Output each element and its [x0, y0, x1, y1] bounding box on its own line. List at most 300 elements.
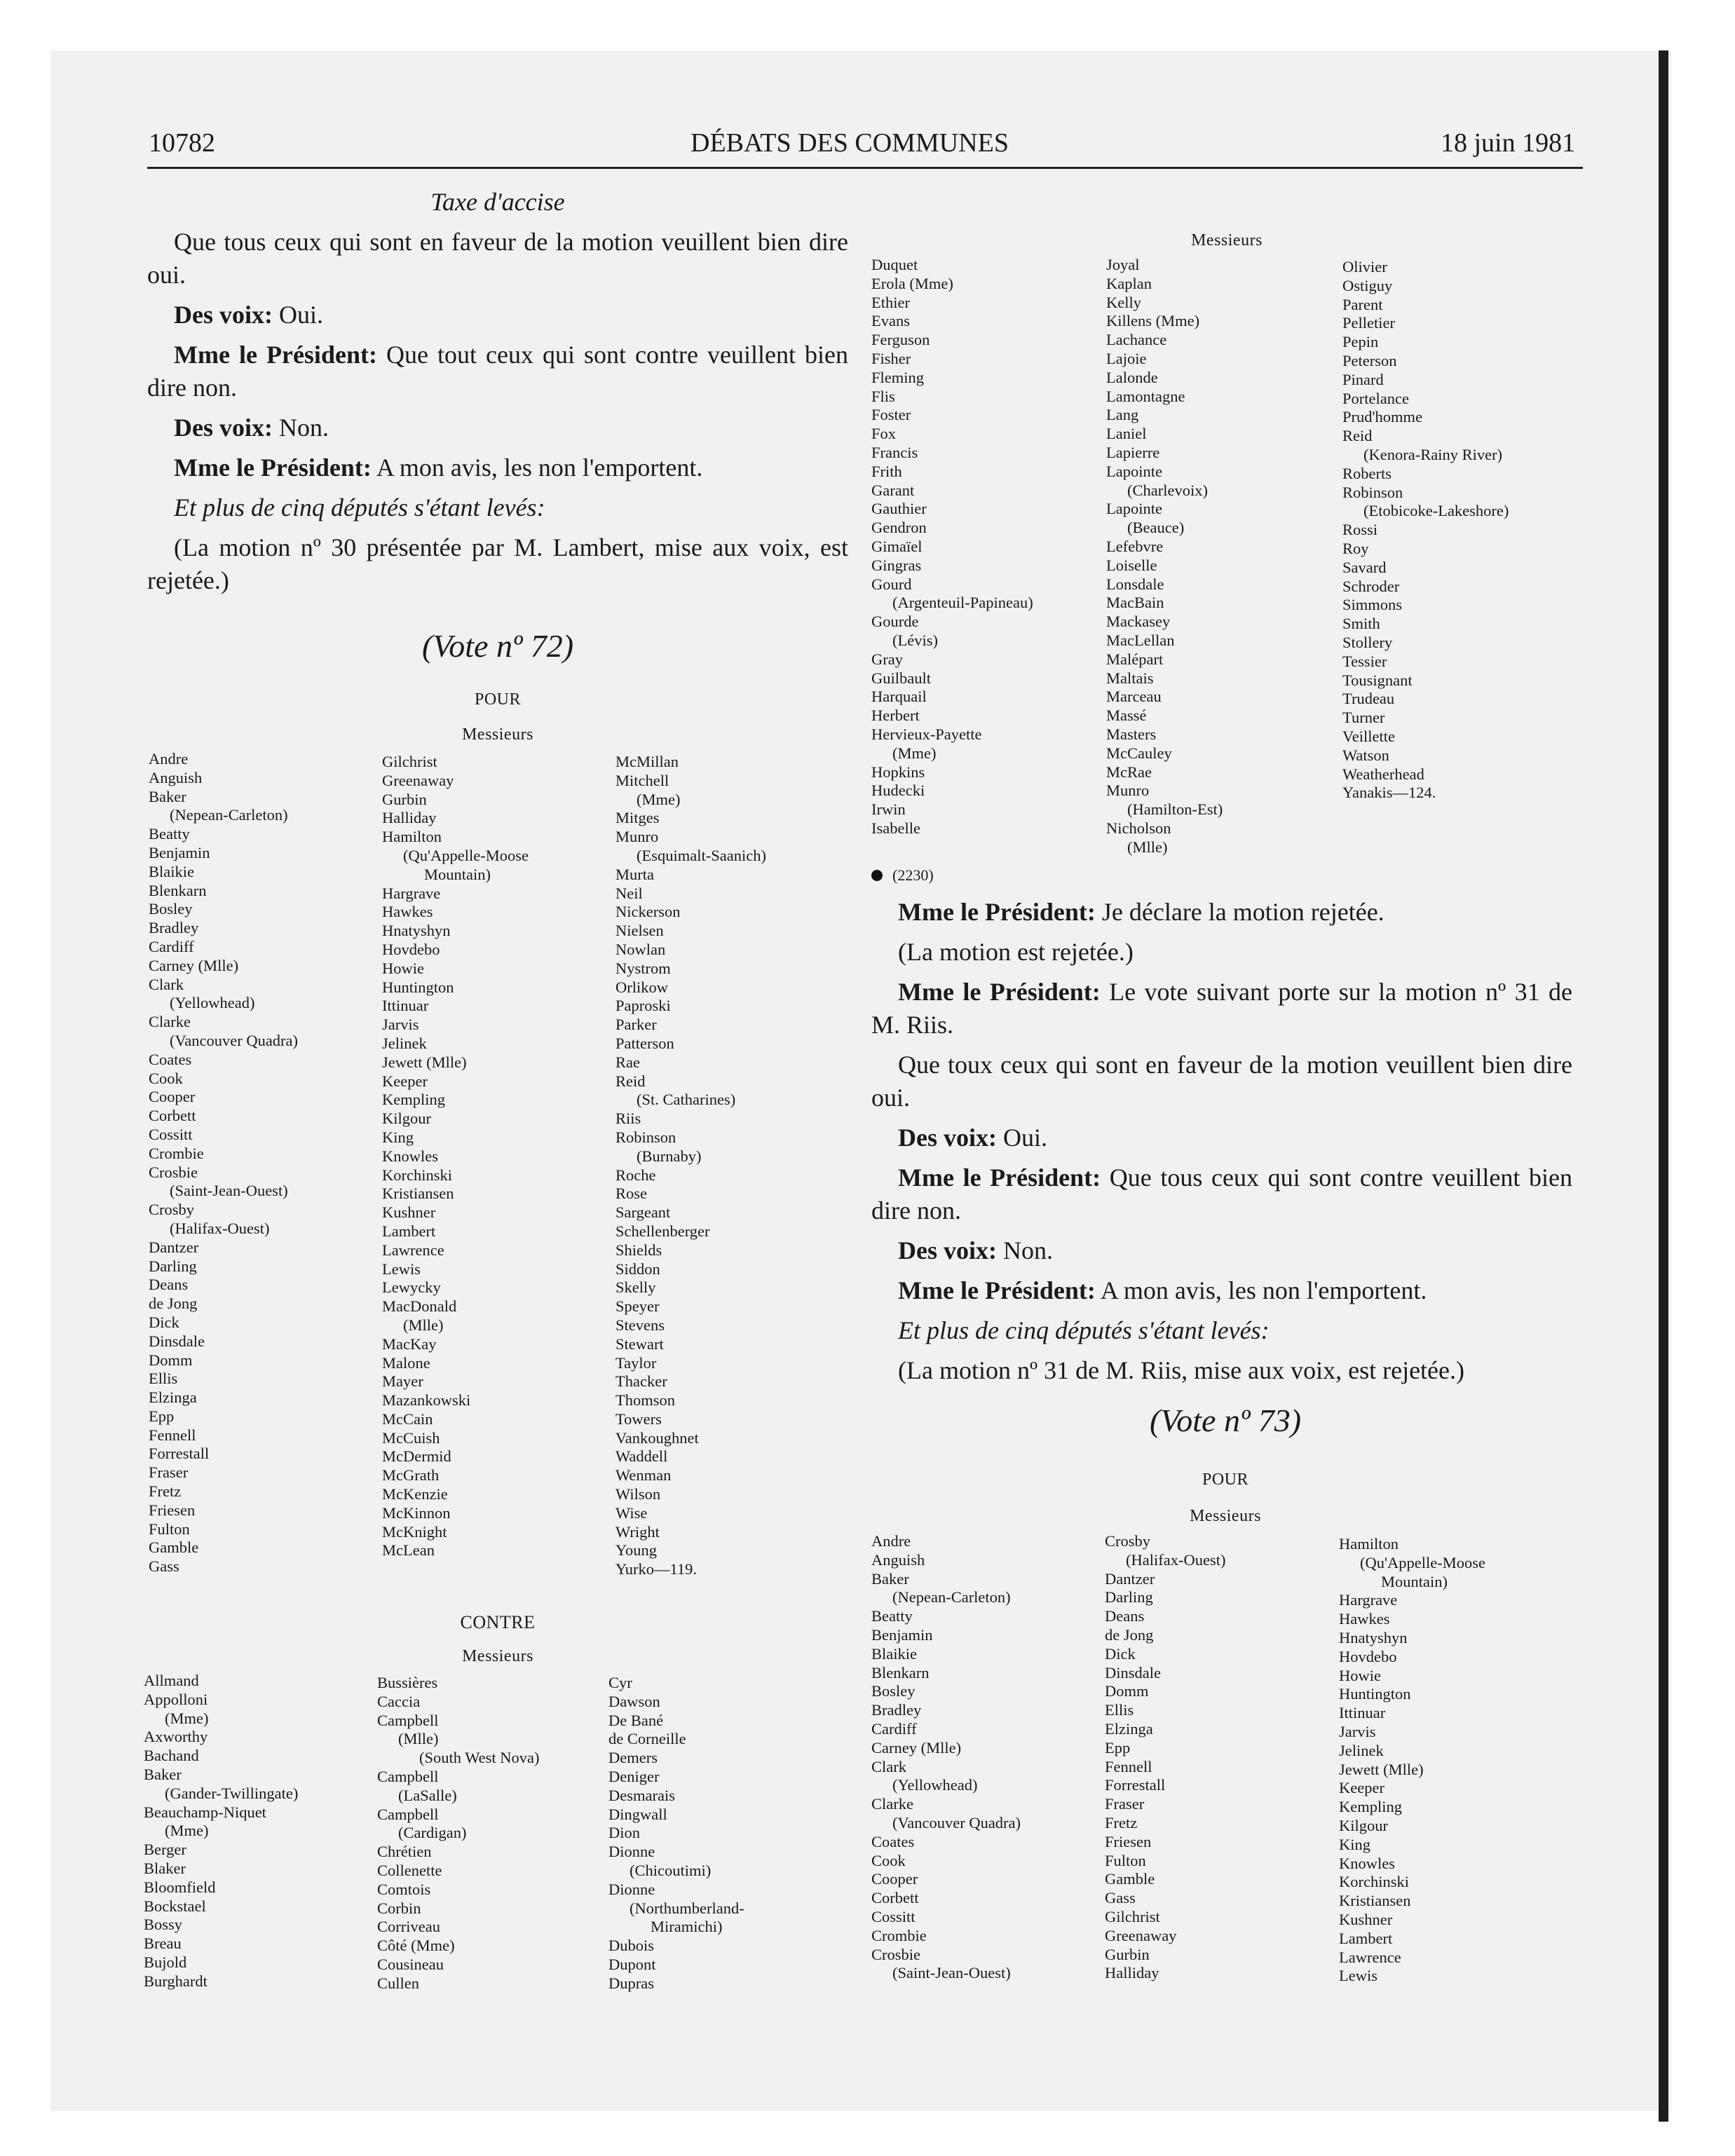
member-name: Peterson: [1342, 351, 1397, 369]
member-name: Duquet: [871, 256, 918, 273]
member-name: Halliday: [382, 809, 437, 827]
member-name: Bockstael: [144, 1897, 206, 1915]
member-name: Andre: [149, 750, 189, 767]
member-name: Veillette: [1342, 727, 1395, 745]
member-name: Cyr: [608, 1674, 632, 1691]
member-name: Rose: [615, 1185, 647, 1203]
member-name: Greenaway: [382, 771, 454, 789]
member-name: Blaker: [144, 1859, 186, 1877]
member-name: Lachance: [1106, 331, 1167, 349]
member-name: Ferguson: [871, 331, 930, 349]
riding-name: (Chicoutimi): [630, 1861, 712, 1879]
member-name: Elzinga: [1105, 1719, 1153, 1738]
speech-text: A mon avis, les non l'emportent.: [371, 453, 703, 482]
member-name: Epp: [149, 1407, 175, 1425]
member-name: Gilchrist: [1105, 1907, 1160, 1925]
vote-72-pour-col-2: [382, 753, 529, 1560]
member-name: Campbell: [377, 1767, 439, 1785]
member-name: Fretz: [149, 1482, 182, 1501]
member-name: Friesen: [1105, 1832, 1152, 1850]
member-name: Roberts: [1342, 464, 1392, 482]
vote-72-pour-col-3: [615, 753, 766, 1579]
member-name: Erola (Mme): [871, 274, 953, 292]
member-name: Dion: [608, 1824, 640, 1842]
member-name: Joyal: [1106, 256, 1140, 273]
member-name: Howie: [1339, 1666, 1381, 1684]
member-name: Yanakis—124.: [1342, 784, 1436, 802]
bullet-icon: [871, 870, 883, 881]
vote-72-pour-col-1: [149, 750, 298, 1576]
member-name: Savard: [1342, 558, 1387, 576]
vote-73-col-1: [871, 1532, 1021, 1983]
member-name: Lawrence: [1339, 1948, 1401, 1966]
riding-name: (Cardigan): [398, 1824, 467, 1842]
member-name: Lefebvre: [1106, 537, 1164, 555]
member-name: Simmons: [1342, 596, 1403, 614]
member-name: Fennell: [1105, 1757, 1152, 1775]
member-name: Malépart: [1106, 650, 1164, 668]
member-name: Kilgour: [1339, 1816, 1388, 1834]
member-name: Knowles: [1339, 1854, 1395, 1872]
member-name: de Jong: [149, 1295, 198, 1313]
member-name: Marceau: [1106, 688, 1162, 706]
member-name: Laniel: [1106, 425, 1147, 443]
member-name: Corbett: [871, 1889, 919, 1907]
member-name: MacKay: [382, 1335, 437, 1353]
member-name: Neil: [615, 884, 643, 902]
member-name: Beatty: [871, 1607, 913, 1625]
member-name: Kilgour: [382, 1110, 431, 1128]
member-name: Dupont: [608, 1955, 656, 1973]
member-name: Orlikow: [615, 978, 668, 996]
member-name: Corbin: [377, 1899, 421, 1917]
speech: [147, 299, 848, 332]
riding-name: Mountain): [424, 865, 491, 883]
member-name: Clark: [871, 1757, 906, 1775]
member-name: Herbert: [871, 707, 920, 725]
member-name: Watson: [1342, 746, 1389, 764]
member-name: Loiselle: [1106, 556, 1157, 574]
riding-name: (Mme): [637, 790, 681, 808]
member-name: Stollery: [1342, 633, 1393, 651]
speech: [871, 1274, 1572, 1307]
member-name: McLean: [382, 1541, 435, 1560]
member-name: McCauley: [1106, 744, 1172, 762]
member-name: Lang: [1106, 406, 1139, 424]
member-name: Tessier: [1342, 652, 1387, 670]
member-name: Cossitt: [871, 1907, 916, 1925]
speaker: Des voix:: [898, 1236, 997, 1264]
member-name: Lonsdale: [1106, 575, 1164, 593]
stage-direction: Et plus de cinq députés s'étant levés:: [898, 1316, 1270, 1344]
member-name: Murta: [615, 865, 654, 883]
member-name: Lawrence: [382, 1241, 444, 1259]
member-name: de Jong: [1105, 1625, 1154, 1644]
member-name: Lajoie: [1106, 349, 1147, 367]
member-name: Benjamin: [149, 843, 210, 861]
speaker: Des voix:: [174, 301, 273, 329]
member-name: Corriveau: [377, 1918, 440, 1936]
member-name: King: [1339, 1835, 1370, 1853]
member-name: Hervieux-Payette: [871, 725, 982, 743]
member-name: Forrestall: [149, 1445, 210, 1463]
member-name: Cardiff: [149, 937, 194, 955]
member-name: Bujold: [144, 1953, 187, 1971]
member-name: Munro: [1106, 782, 1150, 800]
member-name: Garant: [871, 481, 915, 499]
member-name: Clarke: [871, 1795, 913, 1813]
member-name: Cook: [149, 1069, 183, 1087]
speech: [147, 339, 848, 404]
member-name: Keeper: [382, 1072, 428, 1090]
member-name: Fleming: [871, 368, 925, 386]
member-name: Fennell: [149, 1426, 196, 1444]
member-name: MacDonald: [382, 1297, 457, 1316]
member-name: Mazankowski: [382, 1391, 471, 1410]
member-name: Gauthier: [871, 500, 927, 518]
riding-name: (South West Nova): [419, 1749, 540, 1767]
speech: [147, 451, 848, 484]
member-name: Schroder: [1342, 577, 1400, 595]
speech: [871, 896, 1572, 929]
member-name: Roche: [615, 1166, 656, 1184]
member-name: Gilchrist: [382, 753, 437, 770]
member-name: Kempling: [1339, 1798, 1402, 1816]
member-name: Gendron: [871, 519, 927, 537]
member-name: Breau: [144, 1935, 182, 1953]
member-name: Robinson: [615, 1128, 676, 1146]
paragraph: Que toux ceux qui sont en faveur de la motion veuillent bien dire oui.: [871, 1051, 1572, 1112]
section-title: Taxe d'accise: [430, 188, 565, 216]
member-name: Hargrave: [1339, 1591, 1398, 1609]
member-name: Mitges: [615, 809, 660, 827]
member-name: Howie: [382, 959, 424, 977]
member-name: Masters: [1106, 725, 1157, 743]
member-name: Roy: [1342, 539, 1369, 557]
vote-72-cont-col-3: [1342, 258, 1509, 803]
member-name: Taylor: [615, 1353, 657, 1372]
journal-title: DÉBATS DES COMMUNES: [690, 128, 1009, 158]
time-marker-text: (2230): [892, 866, 934, 884]
member-name: Clark: [149, 975, 184, 993]
member-name: Forrestall: [1105, 1776, 1166, 1794]
vote-73-col-2: [1105, 1532, 1225, 1983]
member-name: Andre: [871, 1532, 911, 1550]
member-name: Dupras: [608, 1974, 654, 1992]
speech: [871, 1161, 1572, 1227]
riding-name: (Qu'Appelle-Moose: [403, 846, 529, 864]
member-name: Reid: [1342, 427, 1373, 445]
riding-name: (Saint-Jean-Ouest): [892, 1964, 1011, 1982]
riding-name: (Yellowhead): [170, 994, 255, 1012]
member-name: McKnight: [382, 1522, 447, 1541]
riding-name: (Saint-Jean-Ouest): [170, 1182, 288, 1200]
member-name: Bradley: [149, 919, 199, 937]
member-name: Mitchell: [615, 771, 669, 789]
member-name: Vankoughnet: [615, 1428, 699, 1447]
member-name: Fox: [871, 425, 897, 443]
speech-text: A mon avis, les non l'emportent.: [1095, 1276, 1427, 1304]
member-name: Dionne: [608, 1843, 655, 1861]
member-name: Lewis: [382, 1260, 421, 1278]
member-name: Foster: [871, 406, 911, 424]
riding-name: (Mme): [165, 1822, 209, 1840]
member-name: Elzinga: [149, 1389, 197, 1407]
riding-name: (Yellowhead): [892, 1776, 978, 1794]
member-name: Korchinski: [382, 1166, 452, 1184]
riding-name: (Mlle): [403, 1316, 444, 1334]
speech-text: Je déclare la motion rejetée.: [1095, 898, 1384, 926]
riding-name: (Hamilton-Est): [1127, 800, 1223, 819]
member-name: Blaikie: [149, 862, 194, 880]
member-name: Bradley: [871, 1701, 922, 1719]
member-name: Jelinek: [1339, 1741, 1384, 1759]
member-name: Reid: [615, 1072, 646, 1090]
member-name: MacLellan: [1106, 631, 1175, 649]
member-name: McMillan: [615, 753, 679, 770]
member-name: Gass: [149, 1557, 179, 1576]
member-name: Fulton: [1105, 1851, 1146, 1869]
member-name: Hargrave: [382, 884, 441, 902]
vote-72-contre-messieurs-label: Messieurs: [462, 1647, 533, 1665]
member-name: Kelly: [1106, 293, 1141, 311]
member-name: Dantzer: [1105, 1569, 1155, 1588]
speech-text: Non.: [996, 1236, 1053, 1264]
member-name: Skelly: [615, 1278, 656, 1297]
member-name: Robinson: [1342, 483, 1403, 501]
member-name: Dinsdale: [1105, 1663, 1161, 1681]
riding-name: (LaSalle): [398, 1786, 457, 1804]
member-name: Siddon: [615, 1260, 660, 1278]
member-name: Baker: [871, 1569, 909, 1588]
member-name: Caccia: [377, 1692, 421, 1710]
right-debate-text: [871, 896, 1572, 1394]
result-note: (La motion nº 30 présentée par M. Lambert, mise aux voix, est rejetée.): [147, 533, 848, 594]
member-name: McCuish: [382, 1428, 440, 1447]
speech-text: Oui.: [996, 1124, 1047, 1152]
member-name: Greenaway: [1105, 1926, 1177, 1944]
member-name: Thomson: [615, 1391, 676, 1410]
member-name: McRae: [1106, 763, 1152, 781]
vote-72-cont-col-1: [871, 256, 1033, 838]
member-name: Stewart: [615, 1335, 664, 1353]
speech-text: Que tout ceux qui sont contre veuillent bien dire non.: [147, 341, 848, 402]
member-name: Ittinuar: [1339, 1704, 1386, 1722]
member-name: Nickerson: [615, 903, 681, 921]
vote-72-contre-col-2: [377, 1674, 540, 1993]
member-name: Isabelle: [871, 819, 920, 837]
member-name: Dantzer: [149, 1238, 199, 1256]
member-name: Killens (Mme): [1106, 312, 1200, 330]
member-name: Desmarais: [608, 1786, 675, 1804]
member-name: Cooper: [149, 1088, 196, 1106]
member-name: Harquail: [871, 688, 927, 706]
member-name: Carney (Mlle): [149, 956, 239, 974]
member-name: Kushner: [382, 1203, 436, 1222]
member-name: Cardiff: [871, 1719, 917, 1738]
member-name: Baker: [144, 1765, 182, 1783]
member-name: Deans: [149, 1276, 189, 1294]
member-name: Crosbie: [149, 1163, 198, 1181]
member-name: Hovdebo: [1339, 1647, 1397, 1665]
member-name: Ethier: [871, 293, 910, 311]
member-name: King: [382, 1128, 414, 1146]
member-name: Benjamin: [871, 1625, 933, 1644]
member-name: Coates: [149, 1050, 192, 1068]
member-name: Smith: [1342, 615, 1380, 633]
member-name: Darling: [149, 1257, 197, 1275]
member-name: Bosley: [149, 900, 193, 918]
riding-name: (Nepean-Carleton): [170, 806, 288, 824]
member-name: Baker: [149, 787, 186, 805]
speech: [871, 1234, 1572, 1267]
member-name: Beauchamp-Niquet: [144, 1803, 266, 1821]
member-name: Maltais: [1106, 669, 1154, 687]
member-name: De Bané: [608, 1711, 664, 1729]
member-name: Wright: [615, 1522, 660, 1541]
member-name: Massé: [1106, 707, 1147, 725]
member-name: Sargeant: [615, 1203, 671, 1222]
member-name: Dinsdale: [149, 1332, 205, 1350]
stage-direction: Et plus de cinq députés s'étant levés:: [174, 493, 545, 521]
riding-name: (Etobicoke-Lakeshore): [1363, 502, 1509, 520]
speech-text: Que tous ceux qui sont contre veuillent bien dire non.: [871, 1164, 1572, 1224]
member-name: Crombie: [871, 1926, 927, 1944]
member-name: Berger: [144, 1841, 186, 1859]
vote-72-cont-col-2: [1106, 256, 1223, 857]
member-name: Pepin: [1342, 333, 1379, 351]
vote-73-title: (Vote nº 73): [1149, 1403, 1302, 1438]
member-name: Kristiansen: [1339, 1892, 1411, 1910]
member-name: Tousignant: [1342, 671, 1413, 689]
member-name: Demers: [608, 1749, 658, 1767]
member-name: Jarvis: [1339, 1722, 1376, 1740]
member-name: Huntington: [1339, 1685, 1411, 1703]
member-name: Patterson: [615, 1034, 674, 1052]
member-name: Jewett (Mlle): [1339, 1760, 1424, 1778]
member-name: Comtois: [377, 1880, 431, 1898]
member-name: Huntington: [382, 978, 454, 996]
speech-text: Le vote suivant porte sur la motion nº 31 de M. Riis.: [871, 978, 1572, 1039]
member-name: Lewis: [1339, 1967, 1377, 1985]
riding-name: (Nepean-Carleton): [892, 1588, 1011, 1606]
riding-name: Miramichi): [651, 1918, 723, 1936]
member-name: McGrath: [382, 1466, 440, 1485]
time-marker: [871, 866, 934, 885]
member-name: Lapierre: [1106, 443, 1160, 461]
member-name: Waddell: [615, 1447, 668, 1466]
member-name: Coates: [871, 1832, 915, 1850]
member-name: Darling: [1105, 1588, 1153, 1606]
member-name: Wise: [615, 1503, 648, 1522]
speaker: Mme le Président:: [174, 341, 377, 369]
vote-72-contre-label: CONTRE: [460, 1612, 536, 1632]
member-name: Bosley: [871, 1682, 916, 1700]
member-name: Beatty: [149, 825, 190, 843]
member-name: Carney (Mlle): [871, 1738, 962, 1756]
member-name: Gimaïel: [871, 537, 923, 555]
member-name: Fraser: [1105, 1795, 1145, 1813]
member-name: Kaplan: [1106, 274, 1152, 292]
member-name: Campbell: [377, 1711, 439, 1729]
member-name: Portelance: [1342, 389, 1409, 407]
member-name: Hamilton: [382, 828, 442, 846]
member-name: Hudecki: [871, 782, 925, 800]
member-name: Gingras: [871, 556, 922, 574]
member-name: Guilbault: [871, 669, 931, 687]
member-name: Halliday: [1105, 1964, 1159, 1982]
speech-text: Oui.: [272, 301, 323, 329]
member-name: Axworthy: [144, 1728, 208, 1746]
member-name: Stevens: [615, 1316, 665, 1334]
member-name: Ostiguy: [1342, 276, 1393, 294]
member-name: Fulton: [149, 1520, 190, 1538]
member-name: Hamilton: [1339, 1535, 1399, 1553]
vote-72-contre-col-3: [608, 1674, 744, 1993]
riding-name: Mountain): [1381, 1572, 1448, 1590]
member-name: Lalonde: [1106, 368, 1158, 386]
member-name: Hnatyshyn: [1339, 1628, 1408, 1646]
speaker: Mme le Président:: [898, 978, 1101, 1006]
riding-name: (Halifax-Ouest): [1126, 1550, 1226, 1569]
member-name: Chrétien: [377, 1843, 432, 1861]
member-name: McKenzie: [382, 1485, 448, 1503]
result-note: (La motion nº 31 de M. Riis, mise aux voix, est rejetée.): [898, 1356, 1464, 1384]
speaker: Mme le Président:: [898, 1276, 1096, 1304]
member-name: Cooper: [871, 1870, 918, 1888]
member-name: Gray: [871, 650, 903, 668]
member-name: Gamble: [1105, 1870, 1155, 1888]
member-name: Deniger: [608, 1767, 660, 1785]
riding-name: (Esquimalt-Saanich): [637, 846, 766, 864]
member-name: Young: [615, 1541, 657, 1560]
member-name: Cullen: [377, 1974, 419, 1992]
member-name: Anguish: [149, 768, 203, 786]
member-name: de Corneille: [608, 1730, 686, 1748]
member-name: Bachand: [144, 1747, 199, 1765]
member-name: Blenkarn: [871, 1663, 930, 1681]
member-name: Francis: [871, 443, 918, 461]
member-name: Bloomfield: [144, 1878, 216, 1896]
member-name: Fraser: [149, 1464, 189, 1482]
member-name: MacBain: [1106, 594, 1164, 612]
member-name: Appolloni: [144, 1690, 208, 1708]
member-name: Lamontagne: [1106, 387, 1185, 405]
member-name: Dingwall: [608, 1805, 667, 1823]
member-name: Fisher: [871, 349, 911, 367]
riding-name: (Mme): [165, 1709, 209, 1727]
header-rule: [147, 167, 1583, 169]
speaker: Des voix:: [898, 1124, 997, 1152]
member-name: Domm: [1105, 1682, 1149, 1700]
member-name: Shields: [615, 1241, 662, 1259]
member-name: Nicholson: [1106, 819, 1171, 837]
member-name: Wilson: [615, 1485, 661, 1503]
member-name: Dubois: [608, 1937, 655, 1955]
member-name: Dionne: [608, 1880, 655, 1898]
member-name: Towers: [615, 1410, 662, 1428]
member-name: Lambert: [1339, 1929, 1393, 1947]
member-name: Cossitt: [149, 1125, 193, 1143]
result-note: (La motion est rejetée.): [898, 938, 1134, 966]
member-name: Ittinuar: [382, 997, 429, 1015]
member-name: Côté (Mme): [377, 1937, 455, 1955]
member-name: Prud'homme: [1342, 408, 1423, 426]
member-name: Cousineau: [377, 1955, 444, 1973]
member-name: Kushner: [1339, 1910, 1393, 1928]
riding-name: (Kenora-Rainy River): [1363, 445, 1503, 463]
member-name: Kristiansen: [382, 1185, 454, 1203]
